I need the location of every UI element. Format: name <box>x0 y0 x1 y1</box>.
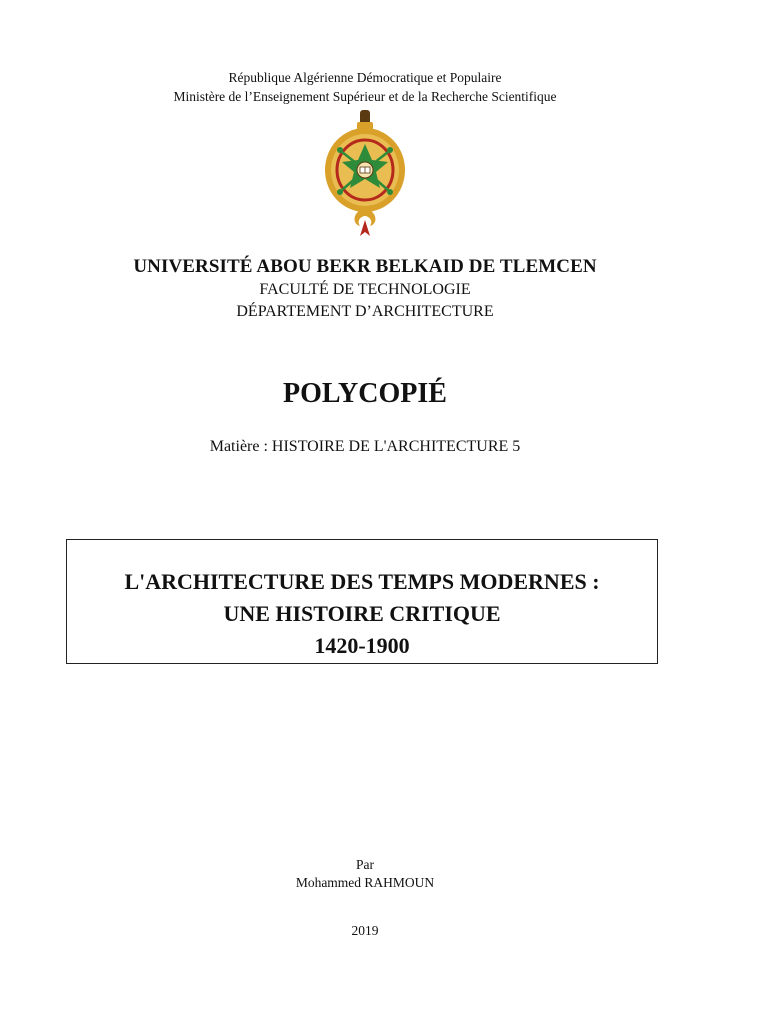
by-label: Par <box>356 857 374 872</box>
title-box <box>66 539 658 664</box>
subject-line: Matière : HISTOIRE DE L'ARCHITECTURE 5 <box>209 438 521 455</box>
faculty-name: FACULTÉ DE TECHNOLOGIE <box>259 281 471 298</box>
author-name: Mohammed RAHMOUN <box>295 875 435 890</box>
document-type: POLYCOPIÉ <box>283 378 447 409</box>
publication-year: 2019 <box>351 923 379 938</box>
university-emblem-icon <box>322 108 408 240</box>
republic-line: République Algérienne Démocratique et Populaire <box>228 70 502 85</box>
title-line-1: L'ARCHITECTURE DES TEMPS MODERNES : <box>124 569 600 594</box>
ministry-line: Ministère de l’Enseignement Supérieur et de la Recherche Scientifique <box>173 89 557 104</box>
title-years: 1420-1900 <box>314 633 410 658</box>
department-name: DÉPARTEMENT D’ARCHITECTURE <box>236 303 494 320</box>
university-name: UNIVERSITÉ ABOU BEKR BELKAID DE TLEMCEN <box>133 256 597 277</box>
title-line-2: UNE HISTOIRE CRITIQUE <box>223 601 501 626</box>
